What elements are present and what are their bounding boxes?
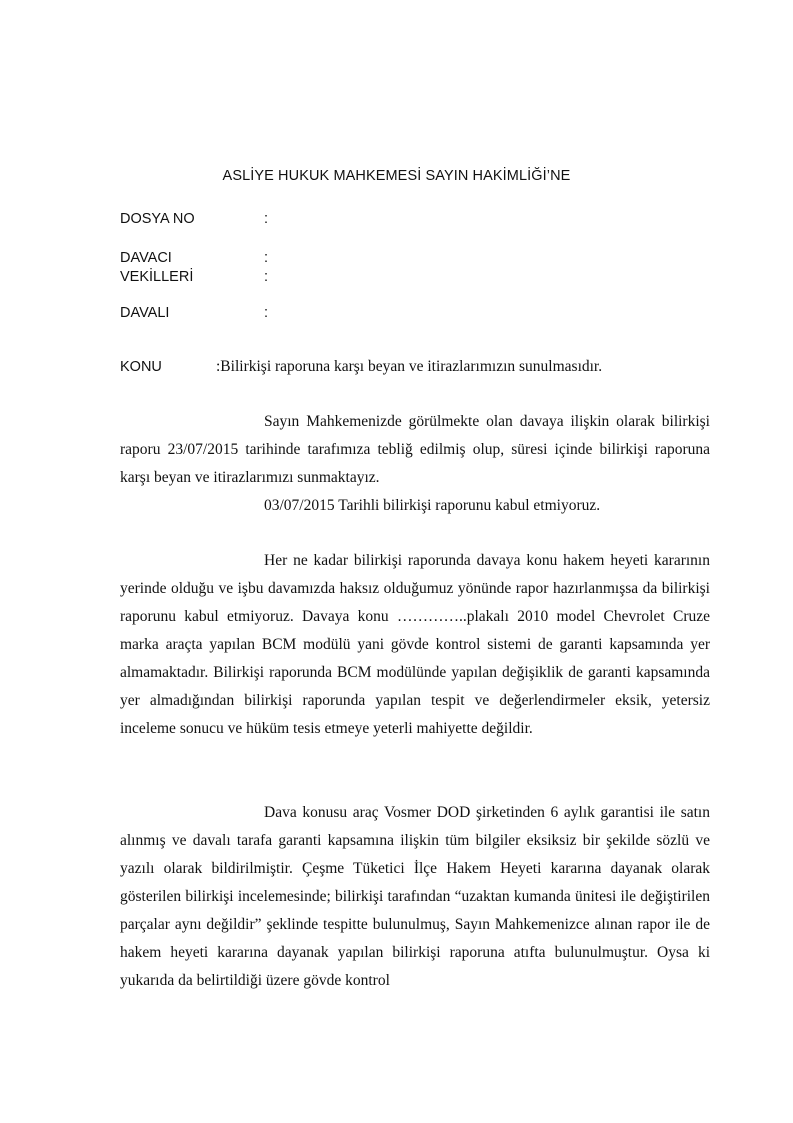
- paragraph-4-text: Dava konusu araç Vosmer DOD şirketinden 6 aylık garantisi ile satın alınmış ve davalı tarafa garanti kapsamına ilişkin tüm bilgiler eksiksiz bir şekilde sözlü ve yazılı olarak bildirilmiştir. Çeşme Tüketici İlçe Hakem Heyeti kararına dayanak olarak gösterilen bilirkişi incelemesinde; bilirkişi tarafından “uzaktan kumanda ünitesi ile değiştirilen parçalar aynı değildir” şeklinde tespitte bulunulmuş, Sayın Mahkemenizce alınan rapor ile de hakem heyeti kararına dayanak yapılan bilirkişi raporuna atıfta bulunulmuştur. Oysa ki yukarıda da belirtildiği üzere gövde kontrol: [120, 804, 710, 989]
- paragraph-1: [120, 408, 710, 492]
- davaci-label: DAVACI: [120, 250, 172, 266]
- paragraph-4: [120, 799, 710, 995]
- subject-text: :Bilirkişi raporuna karşı beyan ve itirazlarımızın sunulmasıdır.: [216, 358, 603, 375]
- davali-label: DAVALI: [120, 305, 170, 321]
- dosya-no-colon: :: [264, 211, 269, 227]
- vekilleri-label: VEKİLLERİ: [120, 269, 194, 285]
- davali-colon: :: [264, 305, 269, 321]
- subject-label: KONU: [120, 359, 162, 375]
- davaci-colon: :: [264, 250, 269, 266]
- paragraph-3: [120, 547, 710, 743]
- paragraph-3-text: Her ne kadar bilirkişi raporunda davaya konu hakem heyeti kararının yerinde olduğu ve işbu davamızda haksız olduğumuz yönünde rapor hazırlanmışsa da bilirkişi raporunu kabul etmiyoruz. Davaya konu …………..plakalı 2010 model Chevrolet Cruze marka araçta yapılan BCM modülü yani gövde kontrol sistemi de garanti kapsamında yer almamaktadır. Bilirkişi raporunda BCM modülünde yapılan değişiklik de garanti kapsamında yer almadığından bilirkişi raporunda yapılan tespit ve değerlendirmeler eksik, yetersiz inceleme sonucu ve hüküm tesis etmeye yeterli mahiyette değildir.: [120, 552, 710, 737]
- paragraph-1-text: Sayın Mahkemenizde görülmekte olan davaya ilişkin olarak bilirkişi raporu 23/07/2015 tarihinde tarafımıza tebliğ edilmiş olup, süresi içinde bilirkişi raporuna karşı beyan ve itirazlarımızı sunmaktayız.: [120, 413, 710, 486]
- vekilleri-colon: :: [264, 269, 269, 285]
- document-title: ASLİYE HUKUK MAHKEMESİ SAYIN HAKİMLİĞİ’NE: [222, 168, 571, 184]
- dosya-no-label: DOSYA NO: [120, 211, 195, 227]
- paragraph-2: 03/07/2015 Tarihli bilirkişi raporunu kabul etmiyoruz.: [264, 497, 601, 514]
